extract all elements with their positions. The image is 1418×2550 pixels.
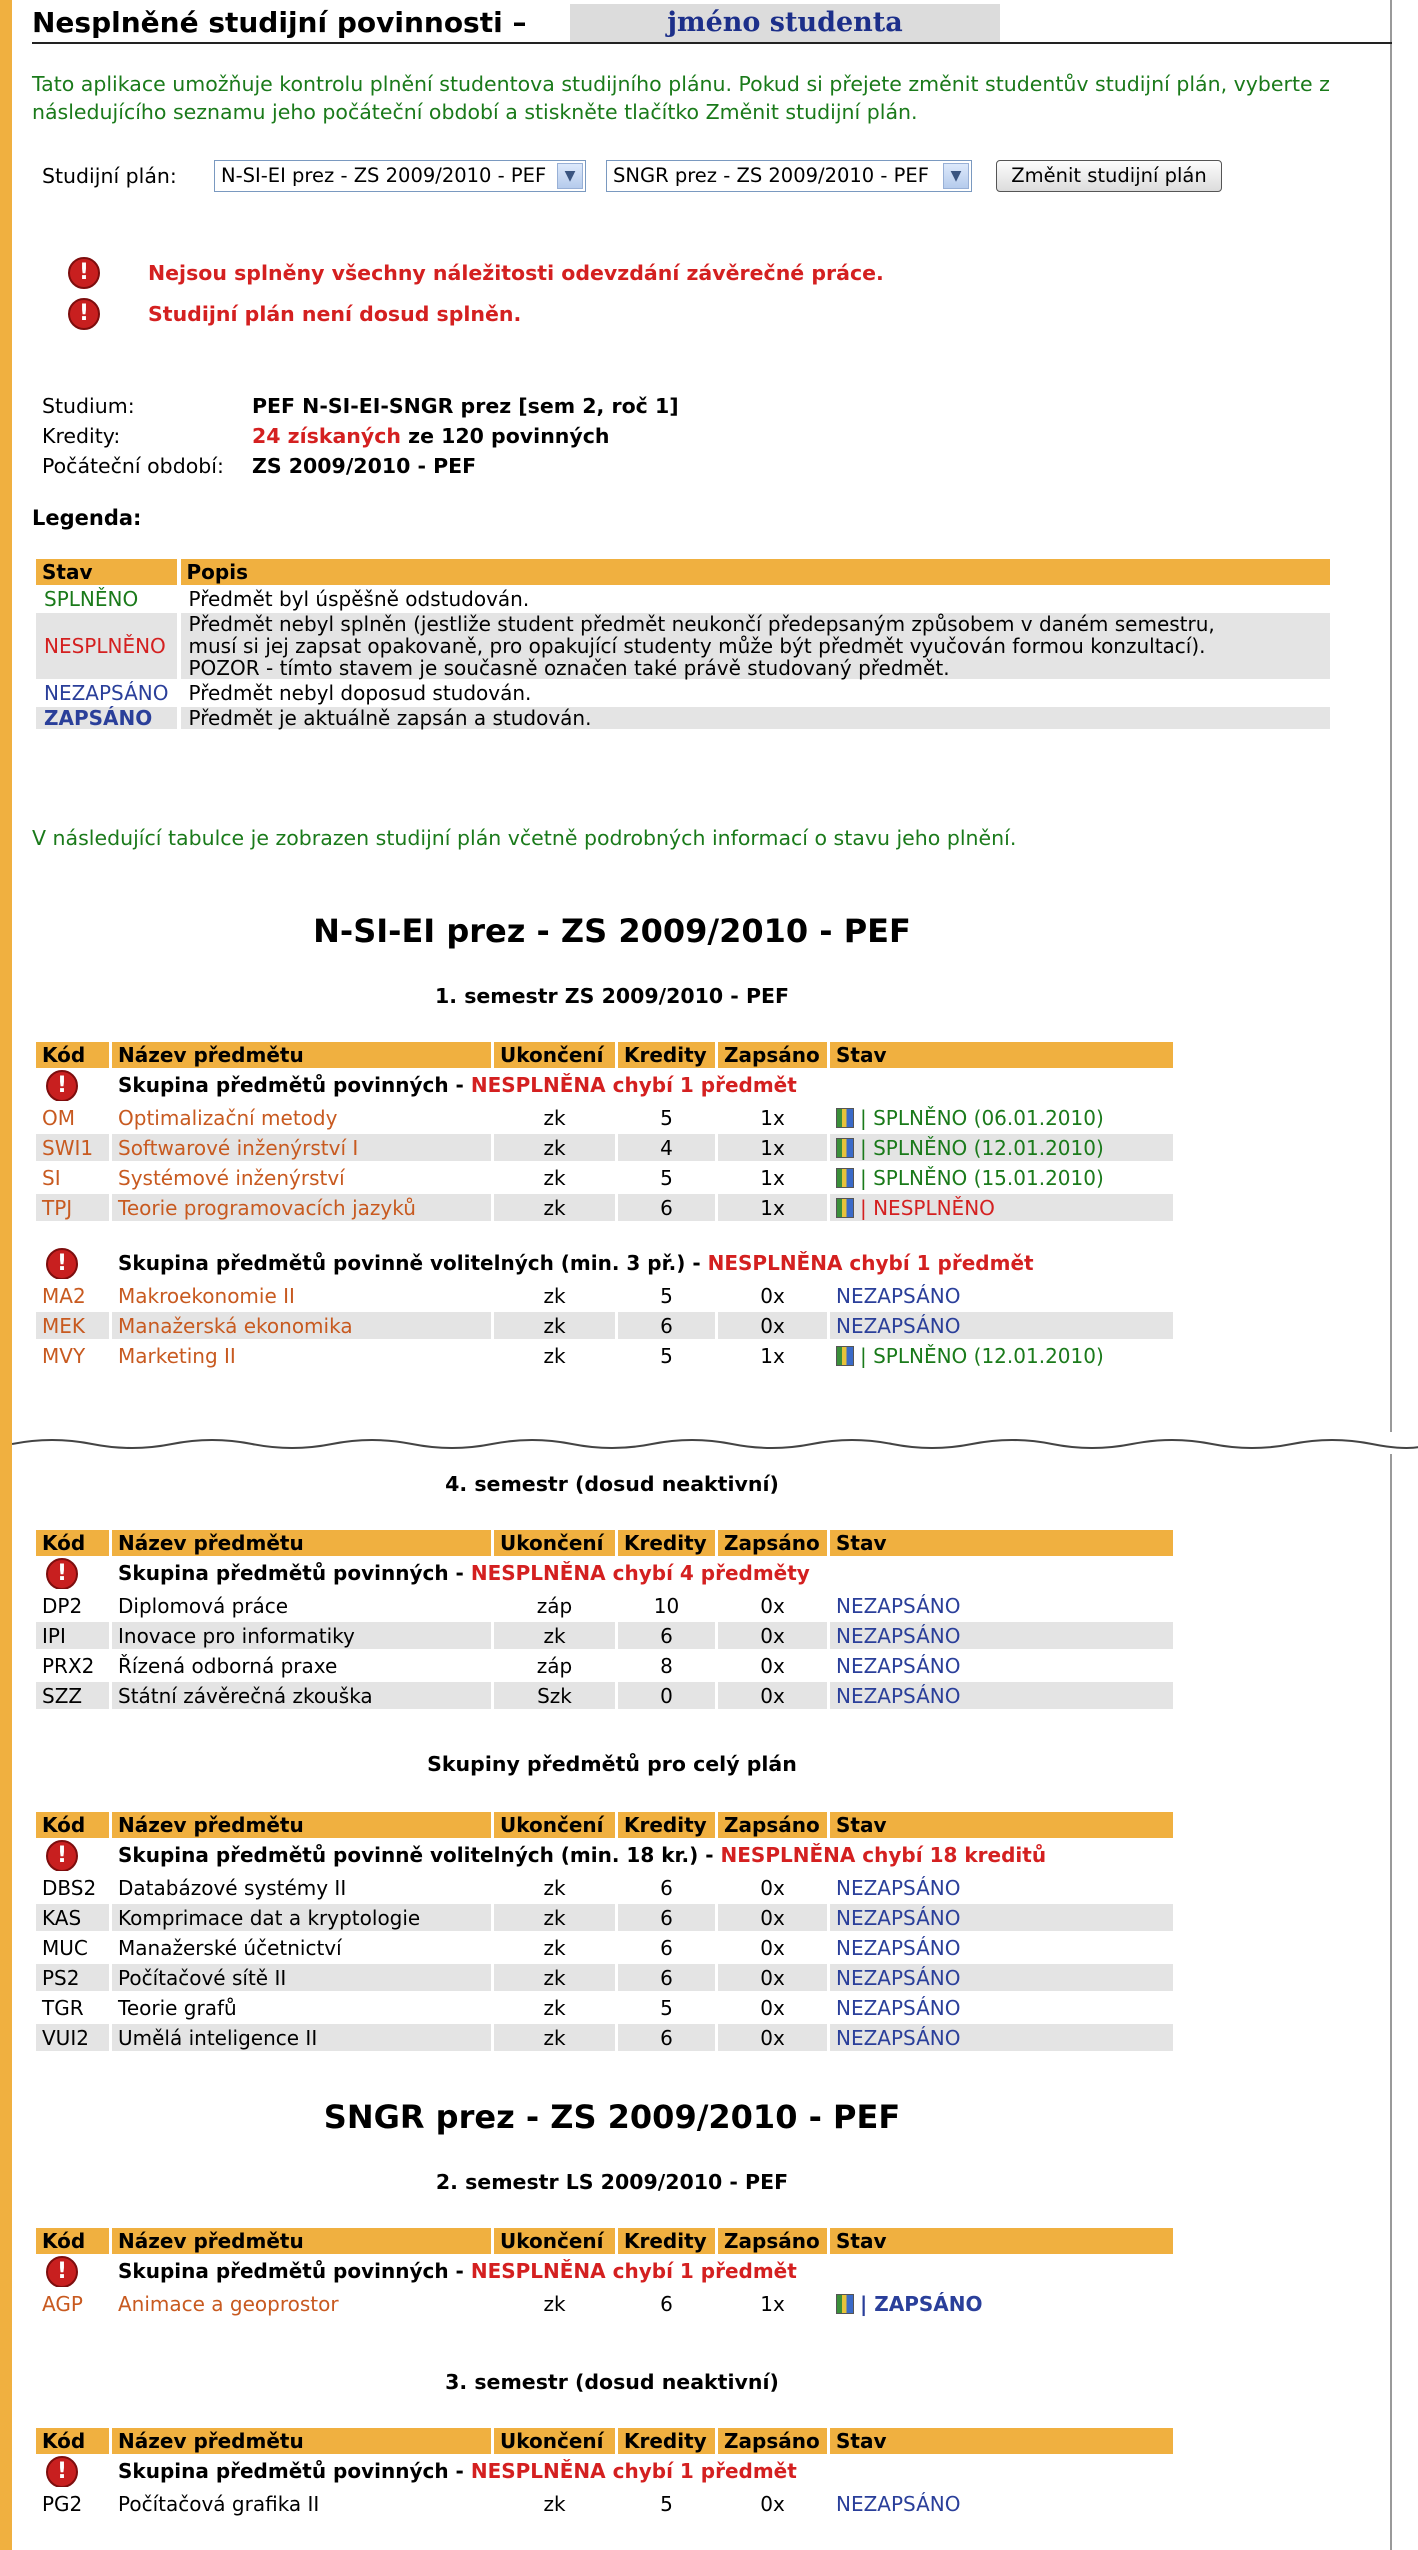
page-title: Nesplněné studijní povinnosti – xyxy=(32,6,527,39)
subject-name[interactable]: Teorie programovacích jazyků xyxy=(112,1194,494,1224)
col-kod: Kód xyxy=(36,1530,112,1556)
table-row xyxy=(36,1934,1176,1964)
subject-kredity: 0 xyxy=(618,1682,718,1712)
subject-kredity: 6 xyxy=(618,1622,718,1652)
plan-select-primary-value: N-SI-EI prez - ZS 2009/2010 - PEF xyxy=(221,164,547,187)
subject-ukonceni: zk xyxy=(494,1994,618,2024)
group-row xyxy=(36,1246,1176,1282)
subject-zapsano: 0x xyxy=(718,1934,830,1964)
legend-stav: ZAPSÁNO xyxy=(36,707,181,729)
kredity-obtained: 24 získaných xyxy=(252,424,401,448)
subject-zapsano: 0x xyxy=(718,1874,830,1904)
whole-plan-table xyxy=(36,1812,1176,2054)
table-row[interactable] xyxy=(36,1104,1176,1134)
sem3-table xyxy=(36,2428,1176,2520)
subject-kredity: 6 xyxy=(618,1934,718,1964)
legend-popis xyxy=(181,613,1335,679)
subject-code: TGR xyxy=(36,1994,112,2024)
subject-stav: NEZAPSÁNO xyxy=(830,1592,1176,1622)
table-row xyxy=(36,1652,1176,1682)
subject-stav: NEZAPSÁNO xyxy=(830,1934,1176,1964)
subject-zapsano: 1x xyxy=(718,2290,830,2320)
col-nazev: Název předmětu xyxy=(112,1042,494,1068)
subject-zapsano: 0x xyxy=(718,1904,830,1934)
warning-plan: Studijní plán není dosud splněn. xyxy=(148,302,522,326)
table-row xyxy=(36,2024,1176,2054)
subject-name: Diplomová práce xyxy=(112,1592,494,1622)
books-icon[interactable] xyxy=(836,2294,854,2314)
table-row xyxy=(36,1994,1176,2024)
subject-ukonceni: zk xyxy=(494,1104,618,1134)
subject-code: DBS2 xyxy=(36,1874,112,1904)
legend-stav: NEZAPSÁNO xyxy=(36,682,181,704)
page-tear xyxy=(12,1432,1418,1454)
subject-kredity: 5 xyxy=(618,1104,718,1134)
col-stav: Stav xyxy=(830,1042,1176,1068)
plan-selector xyxy=(42,160,1242,192)
group-label xyxy=(112,1838,1176,1874)
sem4-title: 4. semestr (dosud neaktivní) xyxy=(445,1472,779,1496)
sem2-table xyxy=(36,2228,1176,2320)
subject-kredity: 6 xyxy=(618,1964,718,1994)
subject-ukonceni: zk xyxy=(494,1622,618,1652)
legend-row xyxy=(36,588,1334,610)
table-row[interactable] xyxy=(36,1164,1176,1194)
subject-code: PG2 xyxy=(36,2490,112,2520)
group-icon-cell xyxy=(36,2254,112,2290)
legend-popis-line: POZOR - tímto stavem je současně označen také právě studovaný předmět. xyxy=(188,656,950,680)
group-label xyxy=(112,2254,1176,2290)
plan-select-primary[interactable] xyxy=(214,160,586,192)
subject-name[interactable]: Manažerská ekonomika xyxy=(112,1312,494,1342)
legend-row xyxy=(36,613,1334,679)
subject-kredity: 5 xyxy=(618,2490,718,2520)
legend-row xyxy=(36,707,1334,729)
subject-name: Inovace pro informatiky xyxy=(112,1622,494,1652)
col-stav: Stav xyxy=(830,1530,1176,1556)
subject-code: MUC xyxy=(36,1934,112,1964)
group-label xyxy=(112,1556,1176,1592)
group-icon-cell xyxy=(36,2454,112,2490)
subject-name: Manažerské účetnictví xyxy=(112,1934,494,1964)
subject-zapsano: 0x xyxy=(718,1652,830,1682)
table-row[interactable] xyxy=(36,1312,1176,1342)
table-row xyxy=(36,1622,1176,1652)
subject-ukonceni: záp xyxy=(494,1592,618,1622)
kredity-required: ze 120 povinných xyxy=(408,424,610,448)
subject-zapsano: 0x xyxy=(718,1622,830,1652)
subject-code: PS2 xyxy=(36,1964,112,1994)
subject-kredity: 5 xyxy=(618,1164,718,1194)
subject-kredity: 6 xyxy=(618,1874,718,1904)
sem1-title: 1. semestr ZS 2009/2010 - PEF xyxy=(435,984,789,1008)
col-nazev: Název předmětu xyxy=(112,1812,494,1838)
subject-code: SZZ xyxy=(36,1682,112,1712)
col-zapsano: Zapsáno xyxy=(718,2428,830,2454)
sem4-table xyxy=(36,1530,1176,1712)
subject-zapsano: 0x xyxy=(718,1312,830,1342)
table-row[interactable] xyxy=(36,1134,1176,1164)
table-header xyxy=(36,1812,1176,1838)
stav-text: | SPLNĚNO (15.01.2010) xyxy=(860,1165,1104,1190)
subject-kredity: 6 xyxy=(618,1904,718,1934)
subject-stav xyxy=(830,1134,1176,1164)
subject-ukonceni: zk xyxy=(494,2290,618,2320)
subject-kredity: 6 xyxy=(618,2290,718,2320)
chevron-down-icon[interactable]: ▼ xyxy=(557,163,583,189)
subject-code[interactable]: MVY xyxy=(36,1342,112,1372)
col-ukonceni: Ukončení xyxy=(494,1042,618,1068)
table-row[interactable] xyxy=(36,1342,1176,1372)
subject-stav xyxy=(830,1194,1176,1224)
subject-kredity: 5 xyxy=(618,1994,718,2024)
plan-select-secondary-value: SNGR prez - ZS 2009/2010 - PEF xyxy=(613,164,929,187)
subject-name: Umělá inteligence II xyxy=(112,2024,494,2054)
group-label xyxy=(112,1246,1176,1282)
subject-ukonceni: zk xyxy=(494,1312,618,1342)
subject-stav: NEZAPSÁNO xyxy=(830,1874,1176,1904)
books-icon[interactable] xyxy=(836,1108,854,1128)
subject-ukonceni: zk xyxy=(494,2024,618,2054)
table-row xyxy=(36,1592,1176,1622)
col-kredity: Kredity xyxy=(618,2228,718,2254)
col-kod: Kód xyxy=(36,1812,112,1838)
group-icon-cell xyxy=(36,1556,112,1592)
subject-stav: NEZAPSÁNO xyxy=(830,1652,1176,1682)
subject-name[interactable]: Softwarové inženýrství I xyxy=(112,1134,494,1164)
subject-stav: NEZAPSÁNO xyxy=(830,1904,1176,1934)
intro-text: Tato aplikace umožňuje kontrolu plnění studentova studijního plánu. Pokud si přejete změnit studentův studijní plán, vyberte z následujícího seznamu jeho počáteční období a stiskněte tlačítko Změnit studijní plán. xyxy=(32,72,1330,124)
table-row xyxy=(36,1874,1176,1904)
col-stav: Stav xyxy=(830,1812,1176,1838)
subject-name: Státní závěrečná zkouška xyxy=(112,1682,494,1712)
subject-zapsano: 0x xyxy=(718,2024,830,2054)
table-row[interactable] xyxy=(36,1282,1176,1312)
exclamation-icon: ! xyxy=(46,1558,78,1590)
chevron-down-icon[interactable]: ▼ xyxy=(943,163,969,189)
subject-zapsano: 0x xyxy=(718,1964,830,1994)
subject-stav xyxy=(830,1164,1176,1194)
subject-stav: NEZAPSÁNO xyxy=(830,1282,1176,1312)
stav-text: | SPLNĚNO (12.01.2010) xyxy=(860,1135,1104,1160)
subject-ukonceni: zk xyxy=(494,1904,618,1934)
table-row xyxy=(36,1904,1176,1934)
legend-row xyxy=(36,682,1334,704)
subject-ukonceni: zk xyxy=(494,1194,618,1224)
subject-stav: NEZAPSÁNO xyxy=(830,1622,1176,1652)
group-name: Skupina předmětů povinných - xyxy=(118,2258,464,2283)
subject-code: VUI2 xyxy=(36,2024,112,2054)
studium-value: PEF N-SI-EI-SNGR prez [sem 2, roč 1] xyxy=(252,394,679,418)
group-icon-cell xyxy=(36,1068,112,1104)
subject-kredity: 6 xyxy=(618,1194,718,1224)
sem3-title: 3. semestr (dosud neaktivní) xyxy=(445,2370,779,2394)
col-nazev: Název předmětu xyxy=(112,1530,494,1556)
books-icon[interactable] xyxy=(836,1198,854,1218)
col-kredity: Kredity xyxy=(618,1042,718,1068)
kredity-value xyxy=(252,424,610,448)
subject-stav: NEZAPSÁNO xyxy=(830,1682,1176,1712)
table-intro: V následující tabulce je zobrazen studijní plán včetně podrobných informací o stavu jeho plnění. xyxy=(32,826,1017,850)
warning-thesis: Nejsou splněny všechny náležitosti odevzdání závěrečné práce. xyxy=(148,261,884,285)
subject-ukonceni: zk xyxy=(494,1964,618,1994)
col-stav: Stav xyxy=(830,2428,1176,2454)
subject-zapsano: 0x xyxy=(718,1994,830,2024)
group-status: NESPLNĚNA chybí 1 předmět xyxy=(470,2258,797,2283)
subject-stav: NEZAPSÁNO xyxy=(830,2024,1176,2054)
col-nazev: Název předmětu xyxy=(112,2428,494,2454)
subject-stav xyxy=(830,1104,1176,1134)
col-kredity: Kredity xyxy=(618,2428,718,2454)
books-icon[interactable] xyxy=(836,1168,854,1188)
subject-name[interactable]: Marketing II xyxy=(112,1342,494,1372)
exclamation-icon: ! xyxy=(68,298,100,330)
col-stav: Stav xyxy=(830,2228,1176,2254)
subject-zapsano: 0x xyxy=(718,2490,830,2520)
subject-code[interactable]: SWI1 xyxy=(36,1134,112,1164)
subject-ukonceni: zk xyxy=(494,1164,618,1194)
subject-name: Řízená odborná praxe xyxy=(112,1652,494,1682)
subject-kredity: 10 xyxy=(618,1592,718,1622)
group-name: Skupina předmětů povinně volitelných (min. 18 kr.) - xyxy=(118,1842,714,1867)
subject-code[interactable]: TPJ xyxy=(36,1194,112,1224)
group-row xyxy=(36,2254,1176,2290)
exclamation-icon: ! xyxy=(46,1840,78,1872)
group-row xyxy=(36,2454,1176,2490)
subject-zapsano: 0x xyxy=(718,1282,830,1312)
subject-code: PRX2 xyxy=(36,1652,112,1682)
col-zapsano: Zapsáno xyxy=(718,2228,830,2254)
legend-popis: Předmět je aktuálně zapsán a studován. xyxy=(181,707,1335,729)
group-status: NESPLNĚNA chybí 1 předmět xyxy=(707,1250,1034,1275)
group-icon-cell xyxy=(36,1246,112,1282)
group-status: NESPLNĚNA chybí 1 předmět xyxy=(470,1072,797,1097)
subject-stav xyxy=(830,1342,1176,1372)
subject-name: Databázové systémy II xyxy=(112,1874,494,1904)
group-name: Skupina předmětů povinných - xyxy=(118,2458,464,2483)
subject-stav: NEZAPSÁNO xyxy=(830,1312,1176,1342)
subject-name[interactable]: Makroekonomie II xyxy=(112,1282,494,1312)
legend-popis-line: musí si jej zapsat opakovaně, pro opakující studenty může být předmět vyučován formou konzultací). xyxy=(188,634,1206,658)
col-ukonceni: Ukončení xyxy=(494,2428,618,2454)
col-ukonceni: Ukončení xyxy=(494,1812,618,1838)
table-row xyxy=(36,1964,1176,1994)
subject-ukonceni: zk xyxy=(494,1282,618,1312)
stav-text: | SPLNĚNO (06.01.2010) xyxy=(860,1105,1104,1130)
subject-code: DP2 xyxy=(36,1592,112,1622)
plan-select-secondary[interactable] xyxy=(606,160,972,192)
subject-kredity: 5 xyxy=(618,1342,718,1372)
studium-label: Studium: xyxy=(42,394,135,418)
plan1-title: N-SI-EI prez - ZS 2009/2010 - PEF xyxy=(313,912,911,950)
subject-zapsano: 0x xyxy=(718,1592,830,1622)
exclamation-icon: ! xyxy=(46,2256,78,2288)
subject-kredity: 4 xyxy=(618,1134,718,1164)
group-label xyxy=(112,1068,1176,1104)
kredity-label: Kredity: xyxy=(42,424,121,448)
subject-ukonceni: záp xyxy=(494,1652,618,1682)
exclamation-icon: ! xyxy=(46,2456,78,2488)
col-kod: Kód xyxy=(36,2228,112,2254)
sem2-title: 2. semestr LS 2009/2010 - PEF xyxy=(435,2170,789,2194)
title-divider xyxy=(32,42,1392,44)
change-plan-button[interactable]: Změnit studijní plán xyxy=(996,160,1222,192)
stav-text: | ZAPSÁNO xyxy=(860,2291,983,2316)
group-row xyxy=(36,1068,1176,1104)
col-kredity: Kredity xyxy=(618,1530,718,1556)
col-nazev: Název předmětu xyxy=(112,2228,494,2254)
subject-name: Počítačové sítě II xyxy=(112,1964,494,1994)
group-name: Skupina předmětů povinných - xyxy=(118,1072,464,1097)
legend-popis: Předmět nebyl doposud studován. xyxy=(181,682,1335,704)
subject-code: IPI xyxy=(36,1622,112,1652)
subject-code[interactable]: OM xyxy=(36,1104,112,1134)
subject-zapsano: 1x xyxy=(718,1104,830,1134)
books-icon[interactable] xyxy=(836,1138,854,1158)
subject-kredity: 6 xyxy=(618,1312,718,1342)
subject-ukonceni: zk xyxy=(494,1874,618,1904)
subject-code[interactable]: SI xyxy=(36,1164,112,1194)
group-row xyxy=(36,1838,1176,1874)
subject-ukonceni: zk xyxy=(494,1342,618,1372)
subject-zapsano: 0x xyxy=(718,1682,830,1712)
group-status: NESPLNĚNA chybí 18 kreditů xyxy=(720,1842,1047,1867)
table-header xyxy=(36,1042,1176,1068)
table-header xyxy=(36,2228,1176,2254)
group-status: NESPLNĚNA chybí 1 předmět xyxy=(470,2458,797,2483)
group-row xyxy=(36,1556,1176,1592)
subject-kredity: 5 xyxy=(618,1282,718,1312)
exclamation-icon: ! xyxy=(46,1248,78,1280)
subject-ukonceni: Szk xyxy=(494,1682,618,1712)
spacer-row xyxy=(36,1224,1176,1246)
subject-name[interactable]: Animace a geoprostor xyxy=(112,2290,494,2320)
col-kod: Kód xyxy=(36,1042,112,1068)
student-name: jméno studenta xyxy=(570,4,1000,42)
subject-name: Komprimace dat a kryptologie xyxy=(112,1904,494,1934)
whole-plan-title: Skupiny předmětů pro celý plán xyxy=(427,1752,797,1776)
plan-label: Studijní plán: xyxy=(42,164,177,188)
subject-ukonceni: zk xyxy=(494,1134,618,1164)
obdobi-value: ZS 2009/2010 - PEF xyxy=(252,454,477,478)
table-row xyxy=(36,2490,1176,2520)
group-name: Skupina předmětů povinných - xyxy=(118,1560,464,1585)
group-name: Skupina předmětů povinně volitelných (min. 3 př.) - xyxy=(118,1250,701,1275)
legend-stav: SPLNĚNO xyxy=(36,588,181,610)
subject-code[interactable]: AGP xyxy=(36,2290,112,2320)
subject-name[interactable]: Optimalizační metody xyxy=(112,1104,494,1134)
col-ukonceni: Ukončení xyxy=(494,2228,618,2254)
subject-kredity: 8 xyxy=(618,1652,718,1682)
col-zapsano: Zapsáno xyxy=(718,1530,830,1556)
subject-kredity: 6 xyxy=(618,2024,718,2054)
legend-col-popis: Popis xyxy=(181,559,1335,585)
table-row[interactable] xyxy=(36,2290,1176,2320)
group-status: NESPLNĚNA chybí 4 předměty xyxy=(470,1560,810,1585)
table-row[interactable] xyxy=(36,1194,1176,1224)
legend-heading: Legenda: xyxy=(32,506,142,530)
subject-stav: NEZAPSÁNO xyxy=(830,1964,1176,1994)
subject-ukonceni: zk xyxy=(494,1934,618,1964)
col-zapsano: Zapsáno xyxy=(718,1812,830,1838)
subject-ukonceni: zk xyxy=(494,2490,618,2520)
subject-zapsano: 1x xyxy=(718,1134,830,1164)
group-label xyxy=(112,2454,1176,2490)
group-icon-cell xyxy=(36,1838,112,1874)
col-kod: Kód xyxy=(36,2428,112,2454)
subject-stav: NEZAPSÁNO xyxy=(830,1994,1176,2024)
col-kredity: Kredity xyxy=(618,1812,718,1838)
subject-code: KAS xyxy=(36,1904,112,1934)
subject-zapsano: 1x xyxy=(718,1342,830,1372)
table-header xyxy=(36,2428,1176,2454)
legend-col-stav: Stav xyxy=(36,559,181,585)
subject-name[interactable]: Systémové inženýrství xyxy=(112,1164,494,1194)
legend-stav: NESPLNĚNO xyxy=(36,613,181,679)
subject-zapsano: 1x xyxy=(718,1194,830,1224)
exclamation-icon: ! xyxy=(68,257,100,289)
legend-popis-line: Předmět nebyl splněn (jestliže student předmět neukončí předepsaným způsobem v daném semestru, xyxy=(188,612,1215,636)
stav-text: | SPLNĚNO (12.01.2010) xyxy=(860,1343,1104,1368)
table-header xyxy=(36,1530,1176,1556)
col-zapsano: Zapsáno xyxy=(718,1042,830,1068)
subject-name: Teorie grafů xyxy=(112,1994,494,2024)
exclamation-icon: ! xyxy=(46,1070,78,1102)
legend-popis: Předmět byl úspěšně odstudován. xyxy=(181,588,1335,610)
sem1-table xyxy=(36,1042,1176,1372)
col-ukonceni: Ukončení xyxy=(494,1530,618,1556)
table-row xyxy=(36,1682,1176,1712)
legend-table xyxy=(36,556,1334,732)
books-icon[interactable] xyxy=(836,1346,854,1366)
subject-zapsano: 1x xyxy=(718,1164,830,1194)
stav-text: | NESPLNĚNO xyxy=(860,1195,995,1220)
subject-stav: NEZAPSÁNO xyxy=(830,2490,1176,2520)
legend-header xyxy=(36,559,1334,585)
subject-name: Počítačová grafika II xyxy=(112,2490,494,2520)
subject-code[interactable]: MA2 xyxy=(36,1282,112,1312)
subject-stav xyxy=(830,2290,1176,2320)
obdobi-label: Počáteční období: xyxy=(42,454,224,478)
plan2-title: SNGR prez - ZS 2009/2010 - PEF xyxy=(323,2098,901,2136)
subject-code[interactable]: MEK xyxy=(36,1312,112,1342)
